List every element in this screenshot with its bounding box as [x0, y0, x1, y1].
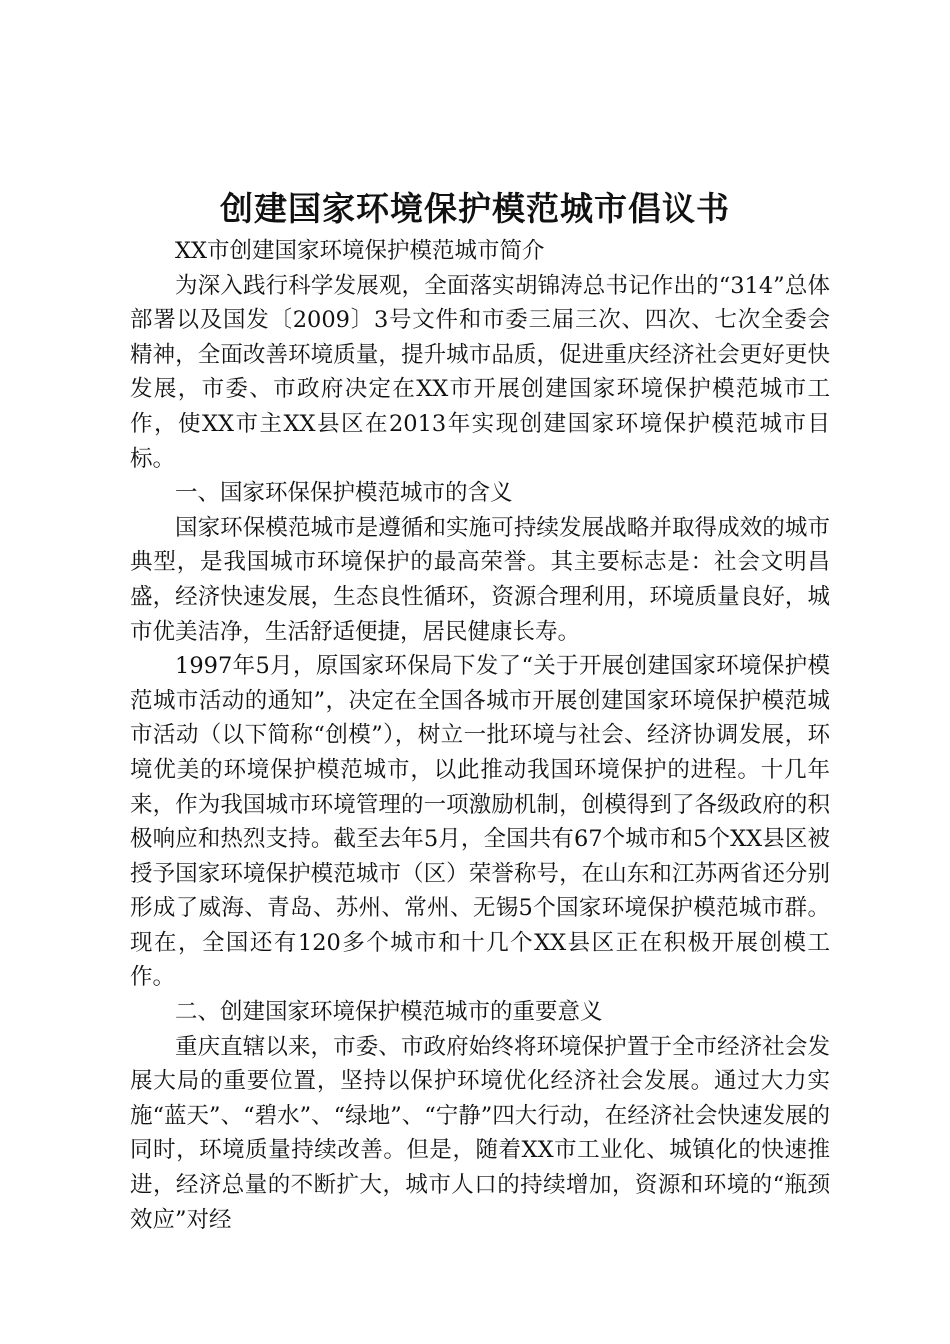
section-heading-2: 二、创建国家环境保护模范城市的重要意义	[175, 999, 603, 1026]
section-2-paragraph-1: 重庆直辖以来，市委、市政府始终将环境保护置于全市经济社会发展大局的重要位置，坚持以保护环境优化经济社会发展。通过大力实施“蓝天”、“碧水”、“绿地”、“宁静”四大行动，在经济社会快速发展的同时，环境质量持续改善。但是，随着XX市工业化、城镇化的快速推进，经济总量的不断扩大，城市人口的持续增加，资源和环境的“瓶颈效应”对经	[130, 1033, 830, 1233]
intro-paragraph: 为深入践行科学发展观，全面落实胡锦涛总书记作出的“314”总体部署以及国发〔2009〕3号文件和市委三届三次、四次、七次全委会精神，全面改善环境质量，提升城市品质，促进重庆经济社会更好更快发展，市委、市政府决定在XX市开展创建国家环境保护模范城市工作，使XX市主XX县区在2013年实现创建国家环境保护模范城市目标。	[130, 272, 830, 472]
section-1-paragraph-2: 1997年5月，原国家环保局下发了“关于开展创建国家环境保护模范城市活动的通知”，决定在全国各城市开展创建国家环境保护模范城市活动（以下简称“创模”），树立一批环境与社会、经济协调发展，环境优美的环境保护模范城市，以此推动我国环境保护的进程。十几年来，作为我国城市环境管理的一项激励机制，创模得到了各级政府的积极响应和热烈支持。截至去年5月，全国共有67个城市和5个XX县区被授予国家环境保护模范城市（区）荣誉称号，在山东和江苏两省还分别形成了威海、青岛、苏州、常州、无锡5个国家环境保护模范城市群。现在，全国还有120多个城市和十几个XX县区正在积极开展创模工作。	[130, 653, 830, 991]
section-heading-1: 一、国家环保保护模范城市的含义	[175, 480, 513, 507]
document-body	[130, 234, 830, 1237]
document-title: 创建国家环境保护模范城市倡议书	[220, 189, 730, 228]
intro-heading: XX市创建国家环境保护模范城市简介	[175, 238, 545, 264]
section-1-paragraph-1: 国家环保模范城市是遵循和实施可持续发展战略并取得成效的城市典型，是我国城市环境保护的最高荣誉。其主要标志是：社会文明昌盛，经济快速发展，生态良性循环，资源合理利用，环境质量良好，城市优美洁净，生活舒适便捷，居民健康长寿。	[130, 514, 830, 645]
